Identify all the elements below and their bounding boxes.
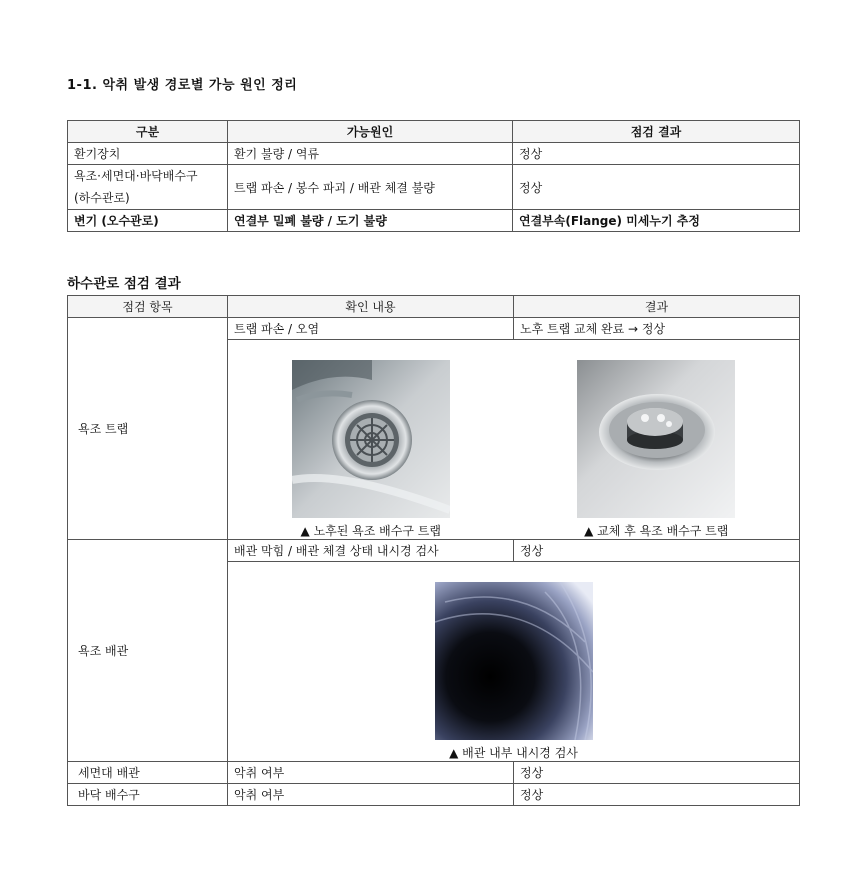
result-cell: 정상 (514, 784, 800, 806)
category-line1: 욕조·세면대·바닥배수구 (74, 169, 198, 183)
table-row (68, 540, 800, 562)
endoscope-photo (435, 582, 593, 740)
item-cell: 욕조 트랩 (68, 318, 228, 540)
section1-title: 1-1. 악취 발생 경로별 가능 원인 정리 (67, 78, 298, 93)
header-category: 구분 (68, 121, 228, 143)
check-cell: 악취 여부 (228, 762, 514, 784)
result-cell: 연결부속(Flange) 미세누기 추정 (513, 210, 800, 232)
table-row (68, 318, 800, 340)
check-cell: 트랩 파손 / 오염 (228, 318, 514, 340)
table-row (68, 784, 800, 806)
cause-cell: 트랩 파손 / 봉수 파괴 / 배관 체결 불량 (228, 165, 513, 210)
caption-endoscope: ▲ 배관 내부 내시경 검사 (449, 746, 578, 760)
category-cell: 환기장치 (68, 143, 228, 165)
new-trap-photo (577, 360, 735, 518)
table-row (68, 143, 800, 165)
result-cell: 정상 (513, 165, 800, 210)
cause-cell: 환기 불량 / 역류 (228, 143, 513, 165)
item-cell: 세면대 배관 (68, 762, 228, 784)
header-result: 결과 (514, 296, 800, 318)
cause-table (67, 120, 800, 232)
caption-after: ▲ 교체 후 욕조 배수구 트랩 (584, 524, 729, 538)
category-cell: 변기 (오수관로) (68, 210, 228, 232)
header-check: 확인 내용 (228, 296, 514, 318)
result-cell: 정상 (514, 540, 800, 562)
check-cell: 악취 여부 (228, 784, 514, 806)
section2-title: 하수관로 점검 결과 (67, 276, 181, 292)
item-cell: 욕조 배관 (68, 540, 228, 762)
caption-before: ▲ 노후된 욕조 배수구 트랩 (300, 524, 441, 538)
result-cell: 정상 (514, 762, 800, 784)
result-cell: 노후 트랩 교체 완료 → 정상 (514, 318, 800, 340)
item-cell: 바닥 배수구 (68, 784, 228, 806)
header-result: 점검 결과 (513, 121, 800, 143)
result-cell: 정상 (513, 143, 800, 165)
photo-cell (228, 562, 800, 762)
header-item: 점검 항목 (68, 296, 228, 318)
category-cell (68, 165, 228, 210)
category-line2: (하수관로) (74, 191, 130, 205)
photo-cell (228, 340, 800, 540)
table-row (68, 165, 800, 210)
check-cell: 배관 막힘 / 배관 체결 상태 내시경 검사 (228, 540, 514, 562)
table-row (68, 762, 800, 784)
header-cause: 가능원인 (228, 121, 513, 143)
old-trap-photo (292, 360, 450, 518)
inspection-table (67, 295, 800, 806)
cause-cell: 연결부 밀폐 불량 / 도기 불량 (228, 210, 513, 232)
table-row (68, 210, 800, 232)
